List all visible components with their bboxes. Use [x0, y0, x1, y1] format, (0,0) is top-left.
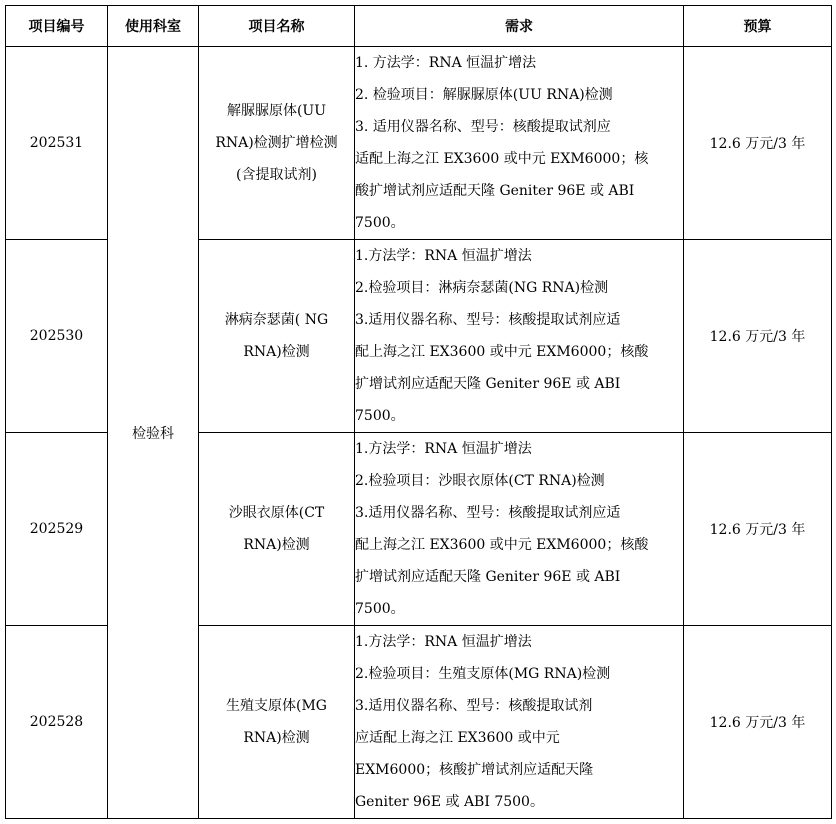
- project-name-line: (含提取试剂): [236, 167, 317, 183]
- budget-cell: 12.6 万元/3 年: [684, 433, 832, 626]
- project-id-cell: 202528: [6, 626, 108, 819]
- requirements-cell: [355, 626, 684, 819]
- header-project-name: 项目名称: [199, 6, 355, 47]
- requirement-line: 1. 方法学：RNA 恒温扩增法: [355, 55, 537, 71]
- requirement-line: 7500。: [355, 408, 405, 424]
- requirement-line: 适配上海之江 EX3600 或中元 EXM6000；核: [355, 151, 649, 167]
- requirements-cell: [355, 240, 684, 433]
- requirement-line: 配上海之江 EX3600 或中元 EXM6000；核酸: [355, 344, 649, 360]
- project-name-cell: [199, 626, 355, 819]
- requirement-line: EXM6000；核酸扩增试剂应适配天隆: [355, 762, 594, 778]
- header-requirements: 需求: [355, 6, 684, 47]
- project-name-cell: [199, 240, 355, 433]
- project-id-cell: 202530: [6, 240, 108, 433]
- requirement-line: 3.适用仪器名称、型号：核酸提取试剂应适: [355, 312, 621, 328]
- table-row: [6, 47, 832, 240]
- requirement-line: 应适配上海之江 EX3600 或中元: [355, 730, 560, 746]
- project-id-cell: 202531: [6, 47, 108, 240]
- requirement-line: 扩增试剂应适配天隆 Geniter 96E 或 ABI: [355, 376, 621, 392]
- project-id-cell: 202529: [6, 433, 108, 626]
- requirements-cell: [355, 433, 684, 626]
- procurement-table: [5, 5, 832, 819]
- requirement-line: 酸扩增试剂应适配天隆 Geniter 96E 或 ABI: [355, 183, 635, 199]
- requirement-line: 7500。: [355, 215, 405, 231]
- header-department: 使用科室: [108, 6, 199, 47]
- project-name-line: 解脲脲原体(UU: [226, 103, 327, 119]
- budget-cell: 12.6 万元/3 年: [684, 47, 832, 240]
- requirement-line: 1.方法学：RNA 恒温扩增法: [355, 248, 532, 264]
- requirement-line: 1.方法学：RNA 恒温扩增法: [355, 441, 532, 457]
- requirement-line: 1.方法学：RNA 恒温扩增法: [355, 634, 532, 650]
- header-project-id: 项目编号: [6, 6, 108, 47]
- requirement-line: 3.适用仪器名称、型号：核酸提取试剂应适: [355, 505, 621, 521]
- budget-cell: 12.6 万元/3 年: [684, 626, 832, 819]
- requirement-line: 3. 适用仪器名称、型号：核酸提取试剂应: [355, 119, 611, 135]
- header-budget: 预算: [684, 6, 832, 47]
- requirement-line: 2.检验项目：沙眼衣原体(CT RNA)检测: [355, 473, 605, 489]
- requirement-line: Geniter 96E 或 ABI 7500。: [355, 794, 544, 810]
- requirement-line: 2. 检验项目：解脲脲原体(UU RNA)检测: [355, 87, 613, 103]
- project-name-line: RNA)检测: [243, 537, 310, 553]
- project-name-line: RNA)检测: [243, 344, 310, 360]
- requirement-line: 2.检验项目：淋病奈瑟菌(NG RNA)检测: [355, 280, 609, 296]
- project-name-cell: [199, 433, 355, 626]
- project-name-cell: [199, 47, 355, 240]
- project-name-line: 淋病奈瑟菌( NG: [224, 312, 329, 328]
- requirements-cell: [355, 47, 684, 240]
- header-row: [6, 6, 832, 47]
- project-name-line: 生殖支原体(MG: [226, 698, 327, 714]
- department-cell: 检验科: [108, 47, 199, 819]
- requirement-line: 扩增试剂应适配天隆 Geniter 96E 或 ABI: [355, 569, 621, 585]
- project-name-line: RNA)检测: [243, 730, 310, 746]
- budget-cell: 12.6 万元/3 年: [684, 240, 832, 433]
- project-name-line: RNA)检测扩增检测: [215, 135, 338, 151]
- project-name-line: 沙眼衣原体(CT: [228, 505, 325, 521]
- requirement-line: 7500。: [355, 601, 405, 617]
- requirement-line: 配上海之江 EX3600 或中元 EXM6000；核酸: [355, 537, 649, 553]
- requirement-line: 3.适用仪器名称、型号：核酸提取试剂: [355, 698, 593, 714]
- requirement-line: 2.检验项目：生殖支原体(MG RNA)检测: [355, 666, 611, 682]
